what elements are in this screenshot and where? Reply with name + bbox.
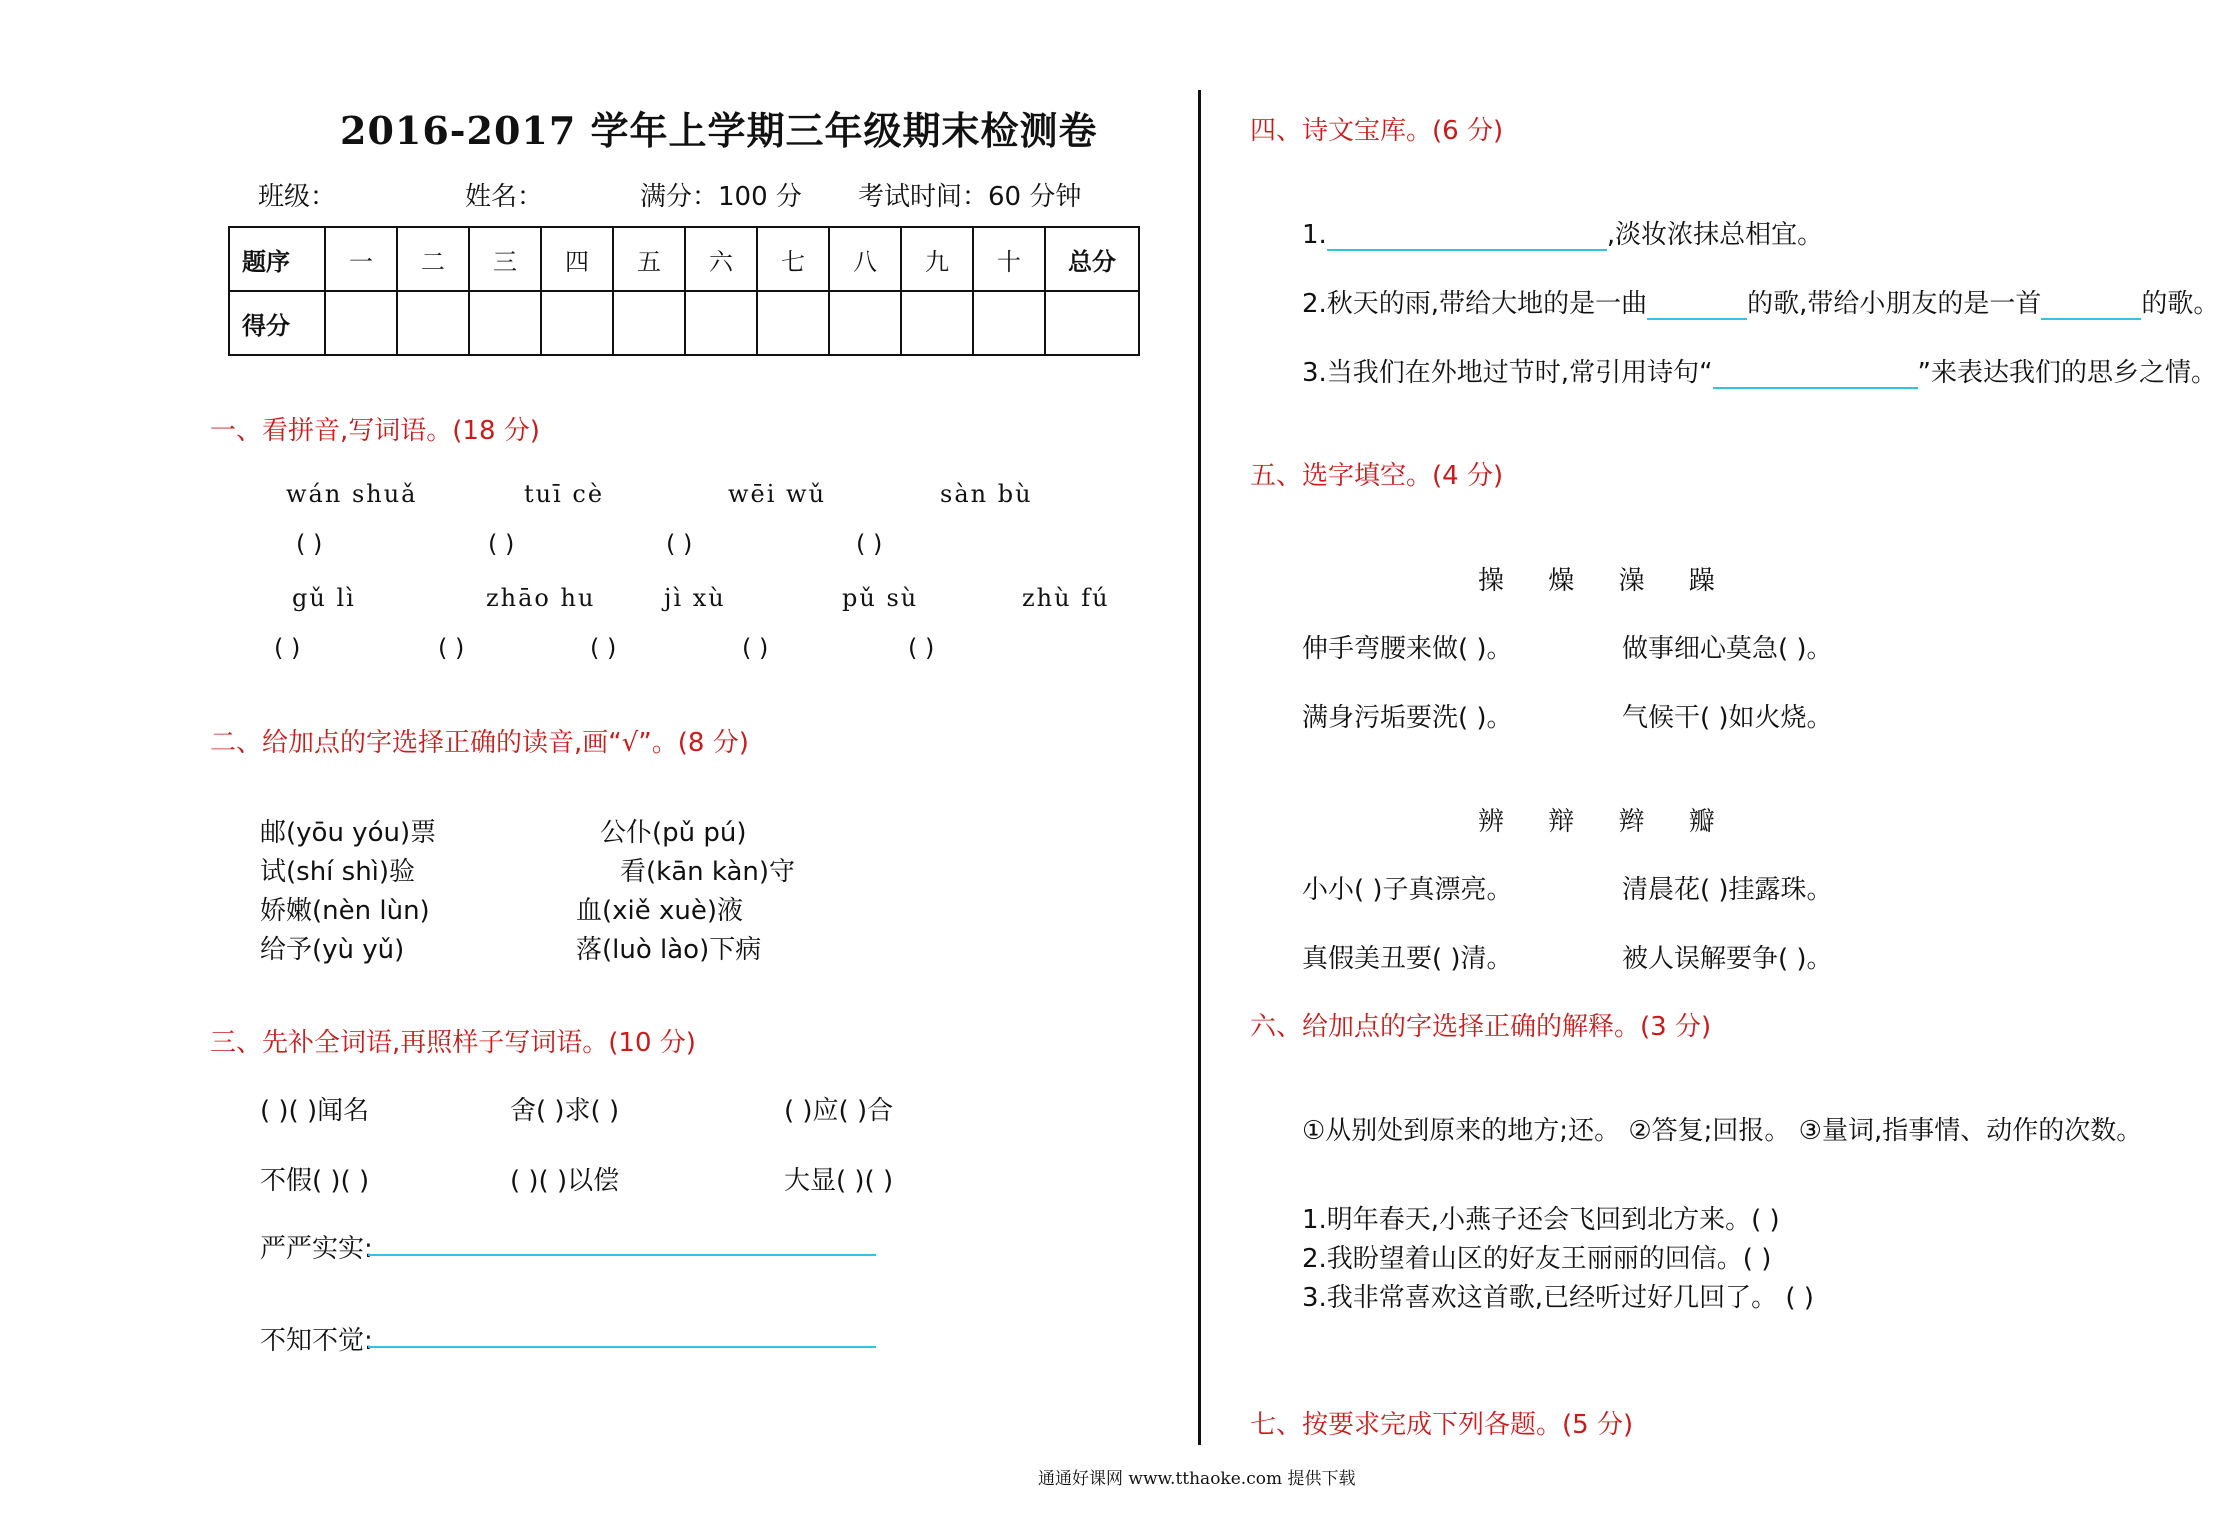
poem-question-3: [1302, 352, 2217, 389]
reading-item[interactable]: 娇嫩(nèn lùn): [260, 896, 430, 926]
answer-blank[interactable]: [2041, 290, 2141, 320]
column-4: 四: [541, 227, 613, 291]
answer-line[interactable]: [368, 1346, 876, 1348]
pinyin-item: wán shuǎ: [286, 480, 418, 508]
fill-item[interactable]: 小小( )子真漂亮。: [1302, 875, 1513, 905]
idiom-item[interactable]: 大显( )( ): [784, 1166, 894, 1196]
answer-paren[interactable]: ( ): [856, 530, 883, 558]
pinyin-item: gǔ lì: [292, 584, 356, 612]
idiom-item[interactable]: 不假( )( ): [260, 1166, 370, 1196]
exam-time-label: 考试时间：60 分钟: [858, 182, 1082, 212]
answer-blank[interactable]: [1327, 221, 1607, 251]
section-1-title: 一、看拼音,写词语。(18 分): [210, 416, 540, 446]
score-table-score-row: [229, 291, 1139, 355]
fill-item[interactable]: 被人误解要争( )。: [1622, 944, 1833, 974]
answer-paren[interactable]: ( ): [742, 634, 769, 662]
reading-item[interactable]: 试(shí shì)验: [260, 857, 416, 887]
question-text: ”来表达我们的思乡之情。: [1917, 358, 2218, 388]
fill-item[interactable]: 满身污垢要洗( )。: [1302, 703, 1513, 733]
pinyin-item: sàn bù: [940, 480, 1033, 508]
idiom-item[interactable]: ( )( )以偿: [510, 1166, 620, 1196]
definition-options: ①从别处到原来的地方;还。 ②答复;回报。 ③量词,指事情、动作的次数。: [1302, 1116, 2143, 1146]
fill-item[interactable]: 清晨花( )挂露珠。: [1622, 875, 1833, 905]
fill-item[interactable]: 气候干( )如火烧。: [1622, 703, 1833, 733]
char-choices-2: 辨 辩 辫 瓣: [1478, 807, 1733, 837]
page-title: 2016-2017 学年上学期三年级期末检测卷: [340, 108, 1098, 153]
answer-line[interactable]: [368, 1254, 876, 1256]
column-1: 一: [325, 227, 397, 291]
question-text: 的歌。: [2141, 289, 2220, 319]
score-cell[interactable]: [973, 291, 1045, 355]
section-4-title: 四、诗文宝库。(6 分): [1250, 116, 1504, 146]
section-6-title: 六、给加点的字选择正确的解释。(3 分): [1250, 1012, 1712, 1042]
column-divider: [1198, 90, 1201, 1445]
fill-item[interactable]: 做事细心莫急( )。: [1622, 634, 1833, 664]
definition-item[interactable]: 2.我盼望着山区的好友王丽丽的回信。( ): [1302, 1244, 1772, 1274]
definition-item[interactable]: 1.明年春天,小燕子还会飞回到北方来。( ): [1302, 1205, 1780, 1235]
pinyin-item: wēi wǔ: [728, 480, 827, 508]
question-text: 3.当我们在外地过节时,常引用诗句“: [1302, 358, 1713, 388]
reading-item[interactable]: 给予(yù yǔ): [260, 935, 405, 965]
column-3: 三: [469, 227, 541, 291]
score-cell[interactable]: [613, 291, 685, 355]
section-5-title: 五、选字填空。(4 分): [1250, 461, 1504, 491]
idiom-item[interactable]: ( )( )闻名: [260, 1096, 370, 1126]
column-total: 总分: [1045, 227, 1139, 291]
column-6: 六: [685, 227, 757, 291]
column-10: 十: [973, 227, 1045, 291]
column-7: 七: [757, 227, 829, 291]
question-text: ,淡妆浓抹总相宜。: [1606, 220, 1824, 250]
pinyin-item: zhāo hu: [486, 584, 596, 612]
pinyin-item: jì xù: [664, 584, 726, 612]
question-number: 1.: [1302, 220, 1327, 250]
column-5: 五: [613, 227, 685, 291]
question-text: 2.秋天的雨,带给大地的是一曲: [1302, 289, 1648, 319]
fill-item[interactable]: 伸手弯腰来做( )。: [1302, 634, 1513, 664]
poem-question-1: [1302, 214, 1823, 251]
score-table: [228, 226, 1140, 356]
score-cell[interactable]: [685, 291, 757, 355]
pinyin-item: zhù fú: [1022, 584, 1110, 612]
answer-paren[interactable]: ( ): [274, 634, 301, 662]
example-word-2: 不知不觉:: [260, 1326, 373, 1356]
score-cell[interactable]: [829, 291, 901, 355]
score-cell[interactable]: [469, 291, 541, 355]
class-label: 班级：: [258, 182, 337, 212]
answer-paren[interactable]: ( ): [908, 634, 935, 662]
answer-paren[interactable]: ( ): [488, 530, 515, 558]
score-table-header-row: [229, 227, 1139, 291]
score-cell[interactable]: [757, 291, 829, 355]
section-3-title: 三、先补全词语,再照样子写词语。(10 分): [210, 1028, 696, 1058]
char-choices-1: 操 燥 澡 躁: [1478, 566, 1733, 596]
reading-item[interactable]: 血(xiě xuè)液: [576, 896, 744, 926]
answer-paren[interactable]: ( ): [590, 634, 617, 662]
answer-paren[interactable]: ( ): [666, 530, 693, 558]
answer-paren[interactable]: ( ): [438, 634, 465, 662]
reading-item[interactable]: 公仆(pǔ pú): [600, 818, 747, 848]
answer-blank[interactable]: [1713, 359, 1918, 389]
reading-item[interactable]: 落(luò lào)下病: [576, 935, 762, 965]
pinyin-item: tuī cè: [524, 480, 605, 508]
score-cell[interactable]: [901, 291, 973, 355]
idiom-item[interactable]: ( )应( )合: [784, 1096, 894, 1126]
section-7-title: 七、按要求完成下列各题。(5 分): [1250, 1410, 1634, 1440]
idiom-item[interactable]: 舍( )求( ): [510, 1096, 620, 1126]
answer-blank[interactable]: [1647, 290, 1747, 320]
reading-item[interactable]: 邮(yōu yóu)票: [260, 818, 437, 848]
section-2-title: 二、给加点的字选择正确的读音,画“√”。(8 分): [210, 728, 749, 758]
column-2: 二: [397, 227, 469, 291]
reading-item[interactable]: 看(kān kàn)守: [620, 857, 796, 887]
poem-question-2: [1302, 283, 2219, 320]
score-cell[interactable]: [397, 291, 469, 355]
row-label-score: 得分: [229, 291, 325, 355]
name-label: 姓名：: [465, 182, 544, 212]
fill-item[interactable]: 真假美丑要( )清。: [1302, 944, 1513, 974]
score-cell[interactable]: [541, 291, 613, 355]
column-8: 八: [829, 227, 901, 291]
score-cell[interactable]: [325, 291, 397, 355]
pinyin-item: pǔ sù: [842, 584, 919, 612]
page-footer: 通通好课网 www.tthaoke.com 提供下载: [1038, 1469, 1356, 1489]
question-text: 的歌,带给小朋友的是一首: [1747, 289, 2042, 319]
example-word-1: 严严实实:: [260, 1234, 373, 1264]
row-label-sequence: 题序: [229, 227, 325, 291]
answer-paren[interactable]: ( ): [296, 530, 323, 558]
definition-item[interactable]: 3.我非常喜欢这首歌,已经听过好几回了。 ( ): [1302, 1283, 1814, 1313]
score-cell[interactable]: [1045, 291, 1139, 355]
column-9: 九: [901, 227, 973, 291]
full-score-label: 满分：100 分: [640, 182, 802, 212]
